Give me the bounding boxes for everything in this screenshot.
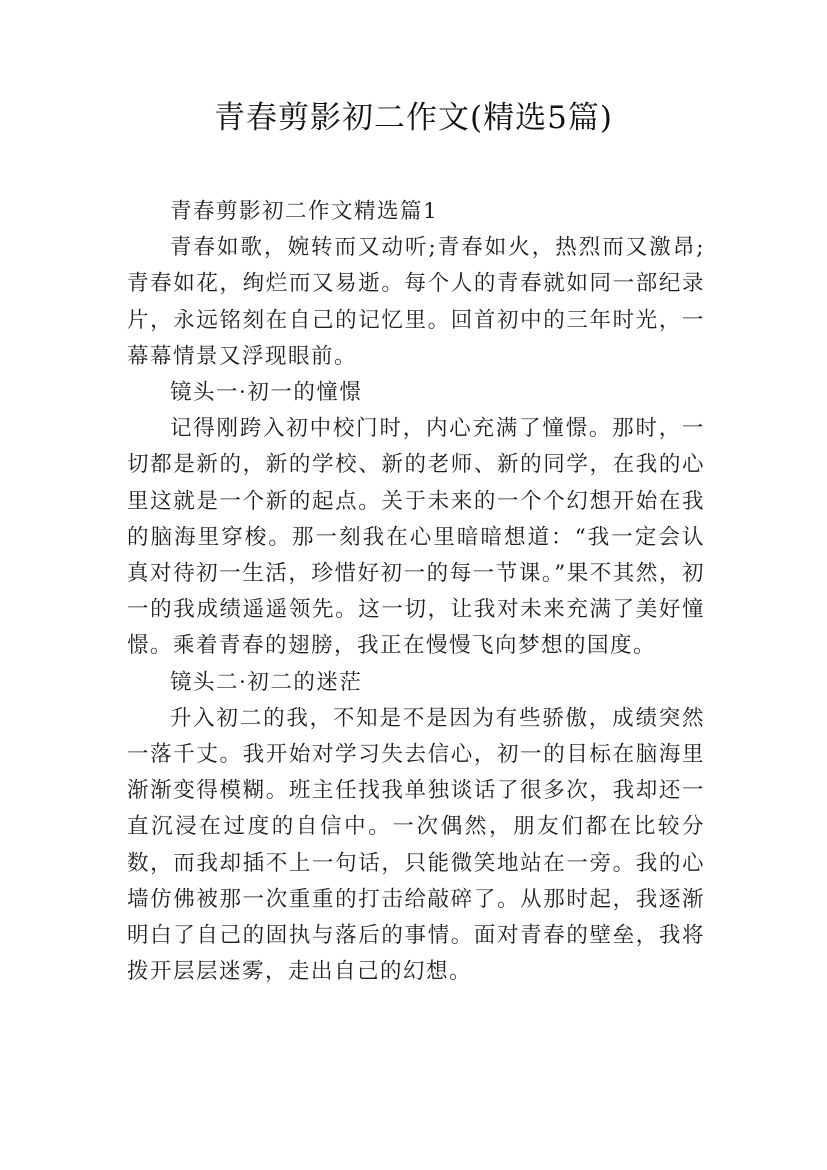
paragraph-scene-two: 升入初二的我，不知是不是因为有些骄傲，成绩突然一落千丈。我开始对学习失去信心，初一的目标在脑海里渐渐变得模糊。班主任找我单独谈话了很多次，我却还一直沉浸在过度的自信中。一次偶然，朋友们都在比较分数，而我却插不上一句话，只能微笑地站在一旁。我的心墙仿佛被那一次重重的打击给敲碎了。从那时起，我逐渐明白了自己的固执与落后的事情。面对青春的壁垒，我将拨开层层迷雾，走出自己的幻想。 xyxy=(127,705,705,985)
document-body xyxy=(127,194,705,990)
paragraph-scene-one: 记得刚跨入初中校门时，内心充满了憧憬。那时，一切都是新的，新的学校、新的老师、新的同学，在我的心里这就是一个新的起点。关于未来的一个个幻想开始在我的脑海里穿梭。那一刻我在心里暗暗想道：“我一定会认真对待初一生活，珍惜好初一的每一节课。”果不其然，初一的我成绩遥遥领先。这一切，让我对未来充满了美好憧憬。乘着青春的翅膀，我正在慢慢飞向梦想的国度。 xyxy=(127,416,705,659)
subheading-scene-two: 镜头二·初二的迷茫 xyxy=(170,669,363,695)
document-title: 青春剪影初二作文(精选5篇) xyxy=(214,100,613,136)
paragraph-intro: 青春如歌，婉转而又动听;青春如火，热烈而又激昂;青春如花，绚烂而又易逝。每个人的青春就如同一部纪录片，永远铭刻在自己的记忆里。回首初中的三年时光，一幕幕情景又浮现眼前。 xyxy=(127,235,705,369)
section-title: 青春剪影初二作文精选篇1 xyxy=(170,199,439,224)
subheading-scene-one: 镜头一·初一的憧憬 xyxy=(170,380,363,406)
